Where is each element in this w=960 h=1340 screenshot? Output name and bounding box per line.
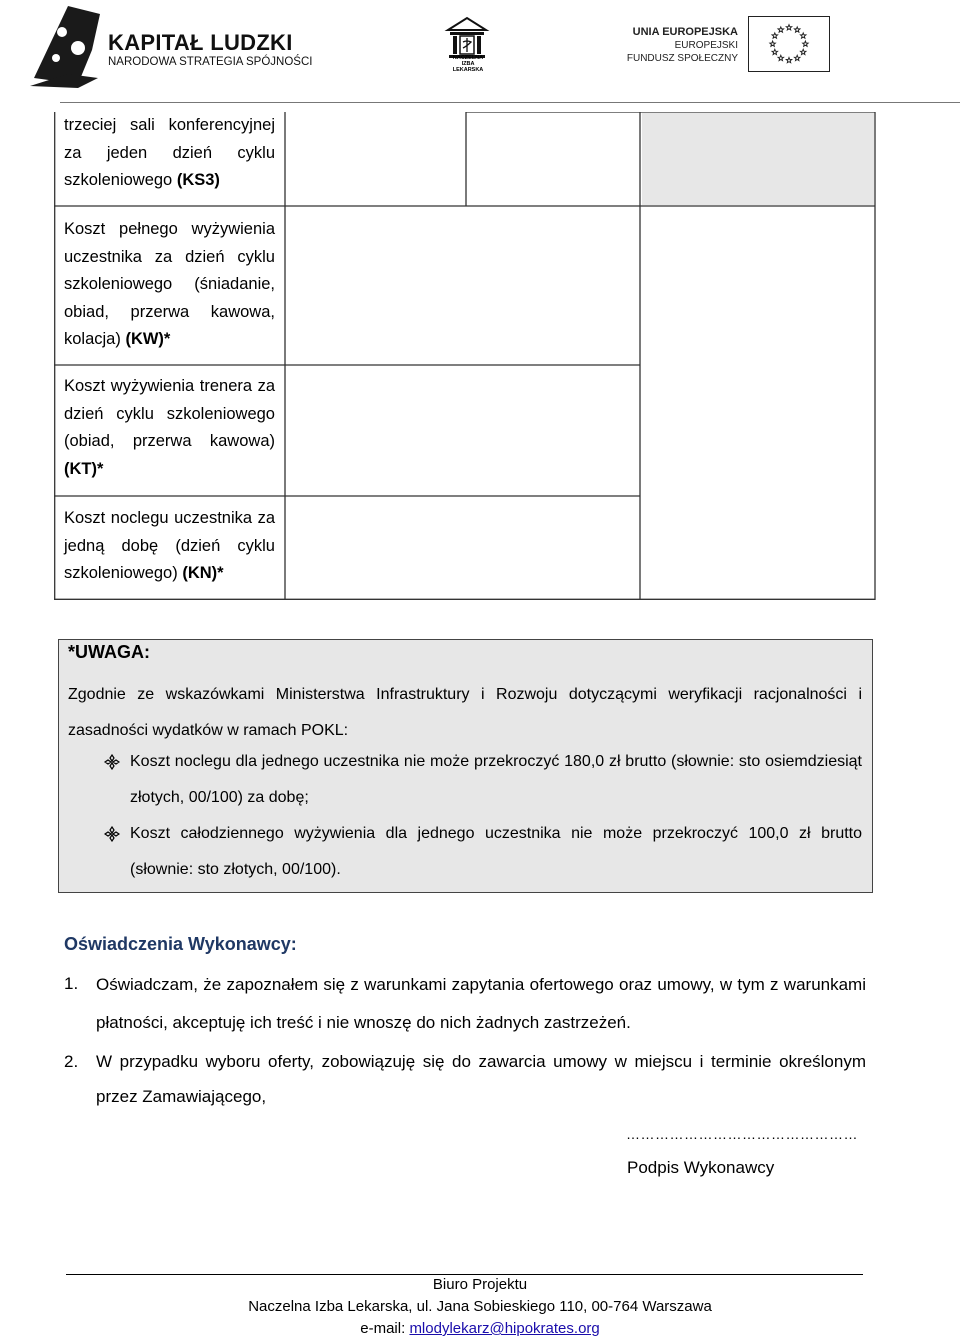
diamond-bullet-icon	[104, 826, 120, 842]
declaration-number-2: 2.	[64, 1052, 79, 1071]
kapital-ludzki-title: KAPITAŁ LUDZKI	[108, 30, 293, 55]
eu-star-icon	[786, 25, 791, 30]
eu-star-icon	[794, 27, 799, 32]
ue-line-3: FUNDUSZ SPOŁECZNY	[626, 53, 738, 64]
footer-email-link[interactable]: mlodylekarz@hipokrates.org	[409, 1320, 600, 1337]
footer-divider	[66, 1274, 863, 1275]
eu-flag-icon	[748, 16, 830, 72]
note-bullet-2: Koszt całodziennego wyżywienia dla jednego uczestnika nie może przekroczyć 100,0 zł brutto (słownie: sto złotych, 00/100).	[130, 825, 862, 878]
diamond-bullet-icon	[104, 754, 120, 770]
eu-star-icon	[772, 49, 778, 54]
footer-email-line	[0, 1320, 960, 1337]
declaration-text-2: W przypadku wyboru oferty, zobowiązuję się do zawarcia umowy w miejscu i terminie określonym przez Zamawiającego,	[96, 1052, 866, 1106]
table-row-kn: Koszt noclegu uczestnika za jedną dobę (dzień cyklu szkoleniowego) (KN)*	[64, 509, 275, 582]
kapital-ludzki-subtitle: NARODOWA STRATEGIA SPÓJNOŚCI	[108, 56, 313, 68]
eu-star-icon	[800, 49, 806, 54]
ue-line-1: UNIA EUROPEJSKA	[632, 26, 738, 38]
signature-line: …………………………………………	[626, 1126, 858, 1142]
eu-star-icon	[800, 33, 806, 38]
header-divider	[60, 102, 960, 103]
signature-label: Podpis Wykonawcy	[627, 1158, 775, 1177]
footer-line-2: Naczelna Izba Lekarska, ul. Jana Sobieskiego 110, 00-764 Warszawa	[248, 1298, 712, 1315]
eu-star-icon	[772, 33, 778, 38]
naczelna-izba-lekarska-text: NACZELNA IZBA LEKARSKA	[452, 55, 484, 73]
eu-star-icon	[786, 58, 791, 63]
table-row-kt: Koszt wyżywienia trenera za dzień cyklu szkoleniowego (obiad, przerwa kawowa) (KT)*	[64, 377, 275, 478]
table-row-ks3: trzeciej sali konferencyjnej za jeden dzień cyklu szkoleniowego (KS3)	[64, 116, 275, 189]
note-heading: *UWAGA:	[68, 642, 150, 662]
eu-star-icon	[778, 27, 783, 32]
note-intro: Zgodnie ze wskazówkami Ministerstwa Infrastruktury i Rozwoju dotyczącymi weryfikacji racjonalności i zasadności wydatków w ramach POKL:	[68, 686, 862, 739]
eu-star-icon	[794, 55, 799, 60]
eu-star-icon	[778, 55, 783, 60]
eu-star-icon	[803, 41, 808, 46]
shaded-cell	[642, 113, 874, 205]
footer-line-1: Biuro Projektu	[432, 1276, 528, 1293]
unia-europejska-text	[612, 26, 738, 65]
declaration-text-1: Oświadczam, że zapoznałem się z warunkami zapytania ofertowego oraz umowy, w tym z warunkami płatności, akceptuję ich treść i nie wnoszę do nich żadnych zastrzeżeń.	[96, 975, 866, 1032]
declaration-number-1: 1.	[64, 974, 79, 993]
table-row-kw: Koszt pełnego wyżywienia uczestnika za dzień cyklu szkoleniowego (śniadanie, obiad, przerwa kawowa, kolacja) (KW)*	[64, 220, 275, 348]
note-bullet-1: Koszt noclegu dla jednego uczestnika nie może przekroczyć 180,0 zł brutto (słownie: sto osiemdziesiąt złotych, 00/100) za dobę;	[130, 753, 862, 806]
eu-star-icon	[770, 41, 775, 46]
declarations-heading: Oświadczenia Wykonawcy:	[64, 934, 297, 954]
cost-table	[54, 112, 876, 600]
footer-email-label: e-mail:	[360, 1320, 410, 1337]
ue-line-2: EUROPEJSKI	[674, 40, 738, 51]
